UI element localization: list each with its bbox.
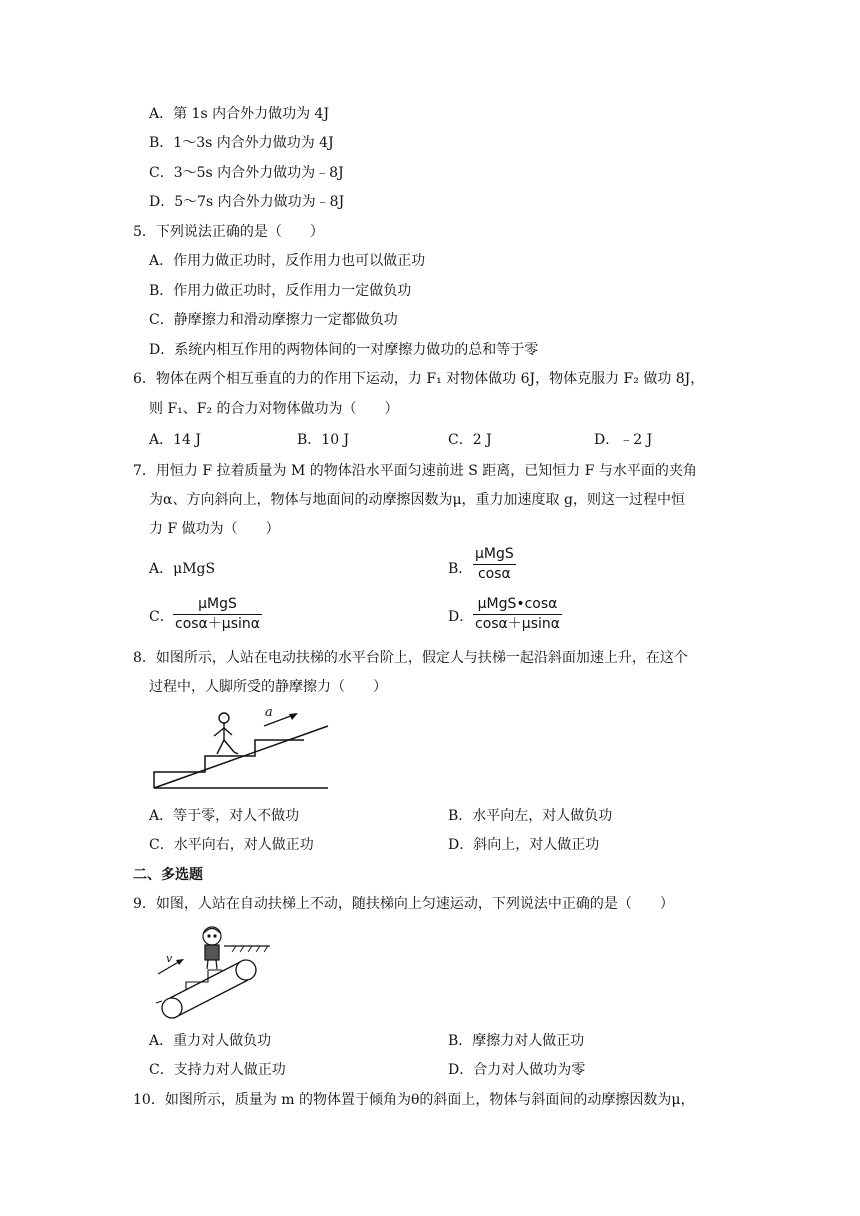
q7-option-c-denominator: cosα＋μsinα <box>175 616 260 632</box>
q7-option-d-denominator: cosα＋μsinα <box>475 616 560 632</box>
q8-option-c: C．水平向右，对人做正功 <box>149 837 314 853</box>
q6-option-b: B．10 J <box>297 432 350 448</box>
q7-option-d-numerator: μMgS•cosα <box>477 596 558 612</box>
motion-mark <box>156 1001 162 1003</box>
platform-hatching <box>232 946 268 952</box>
q5-option-c: C．静摩擦力和滑动摩擦力一定都做负功 <box>149 312 398 328</box>
q7-option-a: A．μMgS <box>149 561 216 577</box>
q7-option-d-label: D． <box>448 609 474 625</box>
q6-option-c: C．2 J <box>448 432 492 448</box>
q10-stem-line1: 10．如图所示，质量为 m 的物体置于倾角为θ的斜面上，物体与斜面间的动摩擦因数为μ， <box>133 1092 695 1108</box>
q8-option-a: A．等于零，对人不做功 <box>149 808 300 824</box>
escalator-incline <box>154 726 328 788</box>
person-figure <box>214 713 238 754</box>
q9-option-d: D．合力对人做功为零 <box>448 1062 586 1078</box>
section-heading-multiple-choice: 二、多选题 <box>133 867 203 883</box>
q4-option-b: B．1～3s 内合外力做功为 4J <box>149 135 334 151</box>
q8-option-b: B．水平向左，对人做负功 <box>448 808 613 824</box>
q7-option-d-fraction <box>473 595 562 634</box>
q7-stem-line2: 为α、方向斜向上，物体与地面间的动摩擦因数为μ，重力加速度取 g，则这一过程中恒 <box>149 492 685 508</box>
q8-stem-line2: 过程中，人脚所受的静摩擦力（ ） <box>149 679 387 695</box>
q5-option-b: B．作用力做正功时，反作用力一定做负功 <box>149 283 412 299</box>
q9-option-b: B．摩擦力对人做正功 <box>448 1033 585 1049</box>
q9-option-a: A．重力对人做负功 <box>149 1033 272 1049</box>
q8-stem-line1: 8．如图所示，人站在电动扶梯的水平台阶上，假定人与扶梯一起沿斜面加速上升，在这个 <box>133 650 688 666</box>
q7-option-b-denominator: cosα <box>477 566 511 582</box>
acceleration-label: a <box>265 706 273 720</box>
escalator-step-diagram <box>152 706 342 790</box>
q7-option-c-numerator: μMgS <box>198 596 237 612</box>
q6-stem-line1: 6．物体在两个相互垂直的力的作用下运动，力 F₁ 对物体做功 6J，物体克服力 F₂ 做功 8J， <box>133 371 705 387</box>
q8-option-d: D．斜向上，对人做正功 <box>448 837 600 853</box>
lower-roller <box>162 998 182 1018</box>
moving-escalator-diagram <box>152 924 277 1020</box>
acceleration-arrowhead <box>289 713 298 720</box>
velocity-arrowhead <box>176 959 184 965</box>
q7-option-c-fraction <box>173 595 262 634</box>
q7-stem-line3: 力 F 做功为（ ） <box>149 521 280 537</box>
person-figure <box>203 927 221 969</box>
q7-stem-line1: 7．用恒力 F 拉着质量为 M 的物体沿水平面匀速前进 S 距离，已知恒力 F 与水平面的夹角 <box>133 463 697 479</box>
q9-stem: 9．如图，人站在自动扶梯上不动，随扶梯向上匀速运动，下列说法中正确的是（ ） <box>133 896 674 912</box>
escalator-steps <box>154 740 304 788</box>
q4-option-c: C．3～5s 内合外力做功为﹣8J <box>149 165 344 181</box>
escalator-belt-bottom <box>174 980 248 1018</box>
upper-roller <box>236 960 256 980</box>
q7-option-b-label: B． <box>448 561 473 577</box>
velocity-label: v <box>166 952 173 965</box>
q5-option-d: D．系统内相互作用的两物体间的一对摩擦力做功的总和等于零 <box>149 342 539 358</box>
q6-option-a: A．14 J <box>149 432 201 448</box>
q4-option-a: A．第 1s 内合外力做功为 4J <box>149 106 330 122</box>
q7-option-b-fraction <box>473 545 516 584</box>
q9-option-c: C．支持力对人做正功 <box>149 1062 286 1078</box>
q6-option-d: D．﹣2 J <box>594 432 653 448</box>
q7-option-c-label: C． <box>149 609 174 625</box>
q5-option-a: A．作用力做正功时，反作用力也可以做正功 <box>149 253 426 269</box>
q6-stem-line2: 则 F₁、F₂ 的合力对物体做功为（ ） <box>149 401 399 417</box>
q7-option-b-numerator: μMgS <box>475 546 514 562</box>
q5-stem: 5．下列说法正确的是（ ） <box>133 224 324 240</box>
q4-option-d: D．5～7s 内合外力做功为﹣8J <box>149 194 345 210</box>
